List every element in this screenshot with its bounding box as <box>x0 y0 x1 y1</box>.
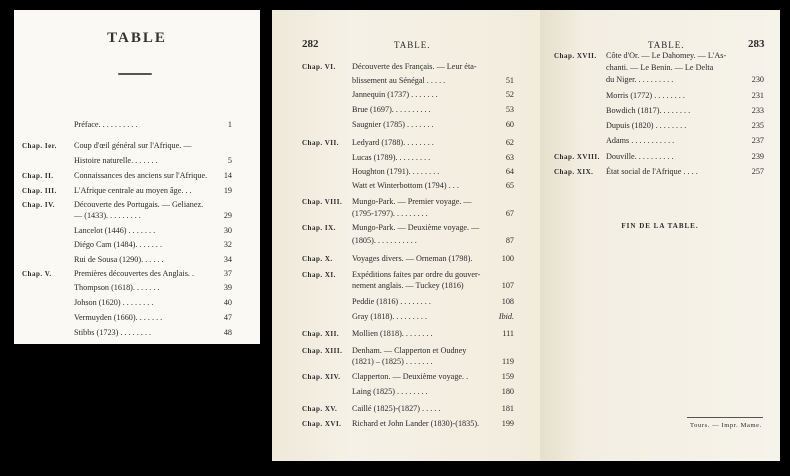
toc-entry-text: Saugnier (1785) . . . . . . . <box>352 120 434 129</box>
toc-page-number: 62 <box>505 138 514 147</box>
toc-entry-text: L'Afrique centrale au moyen âge. . . <box>74 186 192 195</box>
toc-page-number: 67 <box>505 209 514 218</box>
chapter-label: Chap. XV. <box>302 405 338 413</box>
toc-entry-text: Dupuis (1820) . . . . . . . . <box>606 121 687 130</box>
toc-entry-text: Lancelot (1446) . . . . . . . <box>74 226 156 235</box>
chapter-label: Chap. XIV. <box>302 373 341 381</box>
toc-entry-text: Mollien (1818). . . . . . . . <box>352 329 433 338</box>
chapter-label: Chap. IV. <box>22 201 55 209</box>
toc-entry-text: Rui de Sousa (1290). . . . . . <box>74 255 164 264</box>
toc-entry-text: Thompson (1618). . . . . . . <box>74 283 160 292</box>
toc-page-number: 48 <box>223 328 232 337</box>
toc-entry-text: Côte d'Or. — Le Dahomey. — L'As- <box>606 51 727 60</box>
chapter-label: Chap. IX. <box>302 224 336 232</box>
toc-entry-text: blissement au Sénégal . . . . . <box>352 76 446 85</box>
toc-page-number: 65 <box>505 181 514 190</box>
toc-entry-text: (1821) – (1825) . . . . . . . <box>352 357 433 366</box>
toc-page-number: 32 <box>223 240 232 249</box>
toc-page-number: 257 <box>751 167 764 176</box>
toc-page-number: 119 <box>502 357 514 366</box>
toc-entry-text: Clapperton. — Deuxième voyage. . <box>352 372 469 381</box>
toc-page-number: 40 <box>223 298 232 307</box>
toc-entry-text: Découverte des Français. — Leur éta- <box>352 62 477 71</box>
toc-entry-text: Mungo-Park. — Deuxième voyage. — <box>352 223 480 232</box>
toc-entry-text: Richard et John Lander (1830)-(1835). <box>352 419 480 428</box>
toc-entry-text: Johson (1620) . . . . . . . . <box>74 298 154 307</box>
toc-page-number: 60 <box>505 120 514 129</box>
chapter-label: Chap. XVIII. <box>554 153 600 161</box>
toc-entry-text: Caillé (1825)-(1827) . . . . . <box>352 404 441 413</box>
toc-entry-text: Voyages divers. — Orneman (1798). <box>352 254 473 263</box>
toc-page-number: 181 <box>501 404 514 413</box>
toc-entry-text: (1795-1797). . . . . . . . . <box>352 209 428 218</box>
toc-page-number: 230 <box>751 75 764 84</box>
toc-entry-text: Découverte des Portugais. — Gelianez. <box>74 200 204 209</box>
toc-entry-text: Préface. . . . . . . . . . <box>74 120 138 129</box>
toc-page-number: 100 <box>501 254 514 263</box>
ornament-divider <box>118 73 152 75</box>
toc-entry-text: Adams . . . . . . . . . . . <box>606 136 675 145</box>
page-number: 283 <box>748 38 765 50</box>
toc-entry-text: Jannequin (1737) . . . . . . . <box>352 90 438 99</box>
toc-entry-text: nement anglais. — Tuckey (1816) <box>352 281 464 290</box>
toc-entry-text: Diégo Cam (1484). . . . . . . <box>74 240 163 249</box>
toc-page-number: 235 <box>751 121 764 130</box>
toc-entry-text: Laing (1825) . . . . . . . . <box>352 387 428 396</box>
left-page <box>14 10 260 344</box>
toc-entry-text: Denham. — Clapperton et Oudney <box>352 346 467 355</box>
page-number: 282 <box>302 38 319 50</box>
toc-page-number: 29 <box>223 211 232 220</box>
chapter-label: Chap. V. <box>22 270 52 278</box>
toc-page-number: 19 <box>223 186 232 195</box>
chapter-label: Chap. XI. <box>302 271 336 279</box>
toc-entry-text: Mungo-Park. — Premier voyage. — <box>352 197 472 206</box>
toc-entry-text: Houghton (1791). . . . . . . . <box>352 167 440 176</box>
chapter-label: Chap. VI. <box>302 63 336 71</box>
toc-page-number: 39 <box>223 283 232 292</box>
toc-page-number: 34 <box>223 255 232 264</box>
toc-page-number: 199 <box>501 419 514 428</box>
chapter-label: Chap. VIII. <box>302 198 343 206</box>
toc-page-number: 111 <box>502 329 514 338</box>
toc-page-number: 237 <box>751 136 764 145</box>
divider <box>687 417 763 418</box>
chapter-label: Chap. XII. <box>302 330 340 338</box>
chapter-label: Chap. XIII. <box>302 347 343 355</box>
chapter-label: Chap. Ier. <box>22 142 57 150</box>
toc-entry-text: du Niger. . . . . . . . . . <box>606 75 674 84</box>
toc-entry-text: Ledyard (1788). . . . . . . . <box>352 138 434 147</box>
toc-entry-text: Vermuyden (1660). . . . . . . <box>74 313 163 322</box>
toc-entry-text: Coup d'œil général sur l'Afrique. — <box>74 141 192 150</box>
toc-page-number: 108 <box>501 297 514 306</box>
toc-page-number: 87 <box>505 236 514 245</box>
toc-page-number: 30 <box>223 226 232 235</box>
toc-page-number: 5 <box>227 156 232 165</box>
toc-entry-text: chanti. — Le Benin. — Le Delta <box>606 63 714 72</box>
toc-page-number: 47 <box>223 313 232 322</box>
toc-page-number: 14 <box>223 171 232 180</box>
chapter-label: Chap. X. <box>302 255 333 263</box>
toc-entry-text: Expéditions faites par ordre du gouver- <box>352 270 481 279</box>
toc-entry-text: — (1433). . . . . . . . . <box>74 211 141 220</box>
toc-page-number: 52 <box>505 90 514 99</box>
toc-entry-text: Brue (1697). . . . . . . . . . <box>352 105 431 114</box>
toc-entry-text: (1805). . . . . . . . . . . <box>352 236 417 245</box>
toc-page-number: 37 <box>223 269 232 278</box>
toc-page-number: 231 <box>751 91 764 100</box>
toc-entry-text: Morris (1772) . . . . . . . . <box>606 91 685 100</box>
chapter-label: Chap. III. <box>22 187 57 195</box>
end-of-table: FIN DE LA TABLE. <box>621 222 699 230</box>
toc-page-number: 239 <box>751 152 764 161</box>
chapter-label: Chap. XIX. <box>554 168 594 176</box>
toc-page-number: 233 <box>751 106 764 115</box>
toc-page-number: Ibid. <box>498 312 514 321</box>
toc-entry-text: Peddie (1816) . . . . . . . . <box>352 297 431 306</box>
toc-entry-text: Watt et Winterbottom (1794) . . . <box>352 181 459 190</box>
running-header: TABLE. <box>648 40 685 50</box>
toc-page-number: 180 <box>501 387 514 396</box>
chapter-label: Chap. XVII. <box>554 52 597 60</box>
toc-entry-text: Histoire naturelle. . . . . . . <box>74 156 158 165</box>
toc-entry-text: État social de l'Afrique . . . . <box>606 167 698 176</box>
running-header: TABLE. <box>394 40 431 50</box>
toc-page-number: 51 <box>505 76 514 85</box>
toc-page-number: 64 <box>505 167 514 176</box>
toc-entry-text: Bowdich (1817). . . . . . . . <box>606 106 691 115</box>
printer-imprint: Tours. — Impr. Mame. <box>690 422 762 429</box>
toc-entry-text: Douville. . . . . . . . . . <box>606 152 674 161</box>
toc-page-number: 1 <box>227 120 232 129</box>
page-title: TABLE <box>107 30 167 46</box>
toc-page-number: 53 <box>505 105 514 114</box>
toc-entry-text: Stibbs (1723) . . . . . . . . <box>74 328 152 337</box>
toc-page-number: 159 <box>501 372 514 381</box>
toc-entry-text: Premières découvertes des Anglais. . <box>74 269 195 278</box>
toc-entry-text: Gray (1818). . . . . . . . . <box>352 312 428 321</box>
right-page <box>540 10 780 461</box>
chapter-label: Chap. XVI. <box>302 420 342 428</box>
toc-page-number: 107 <box>501 281 514 290</box>
toc-entry-text: Lucas (1789). . . . . . . . . <box>352 153 431 162</box>
toc-entry-text: Connaissances des anciens sur l'Afrique. <box>74 171 208 180</box>
middle-page <box>272 10 540 461</box>
chapter-label: Chap. II. <box>22 172 54 180</box>
chapter-label: Chap. VII. <box>302 139 339 147</box>
toc-page-number: 63 <box>505 153 514 162</box>
